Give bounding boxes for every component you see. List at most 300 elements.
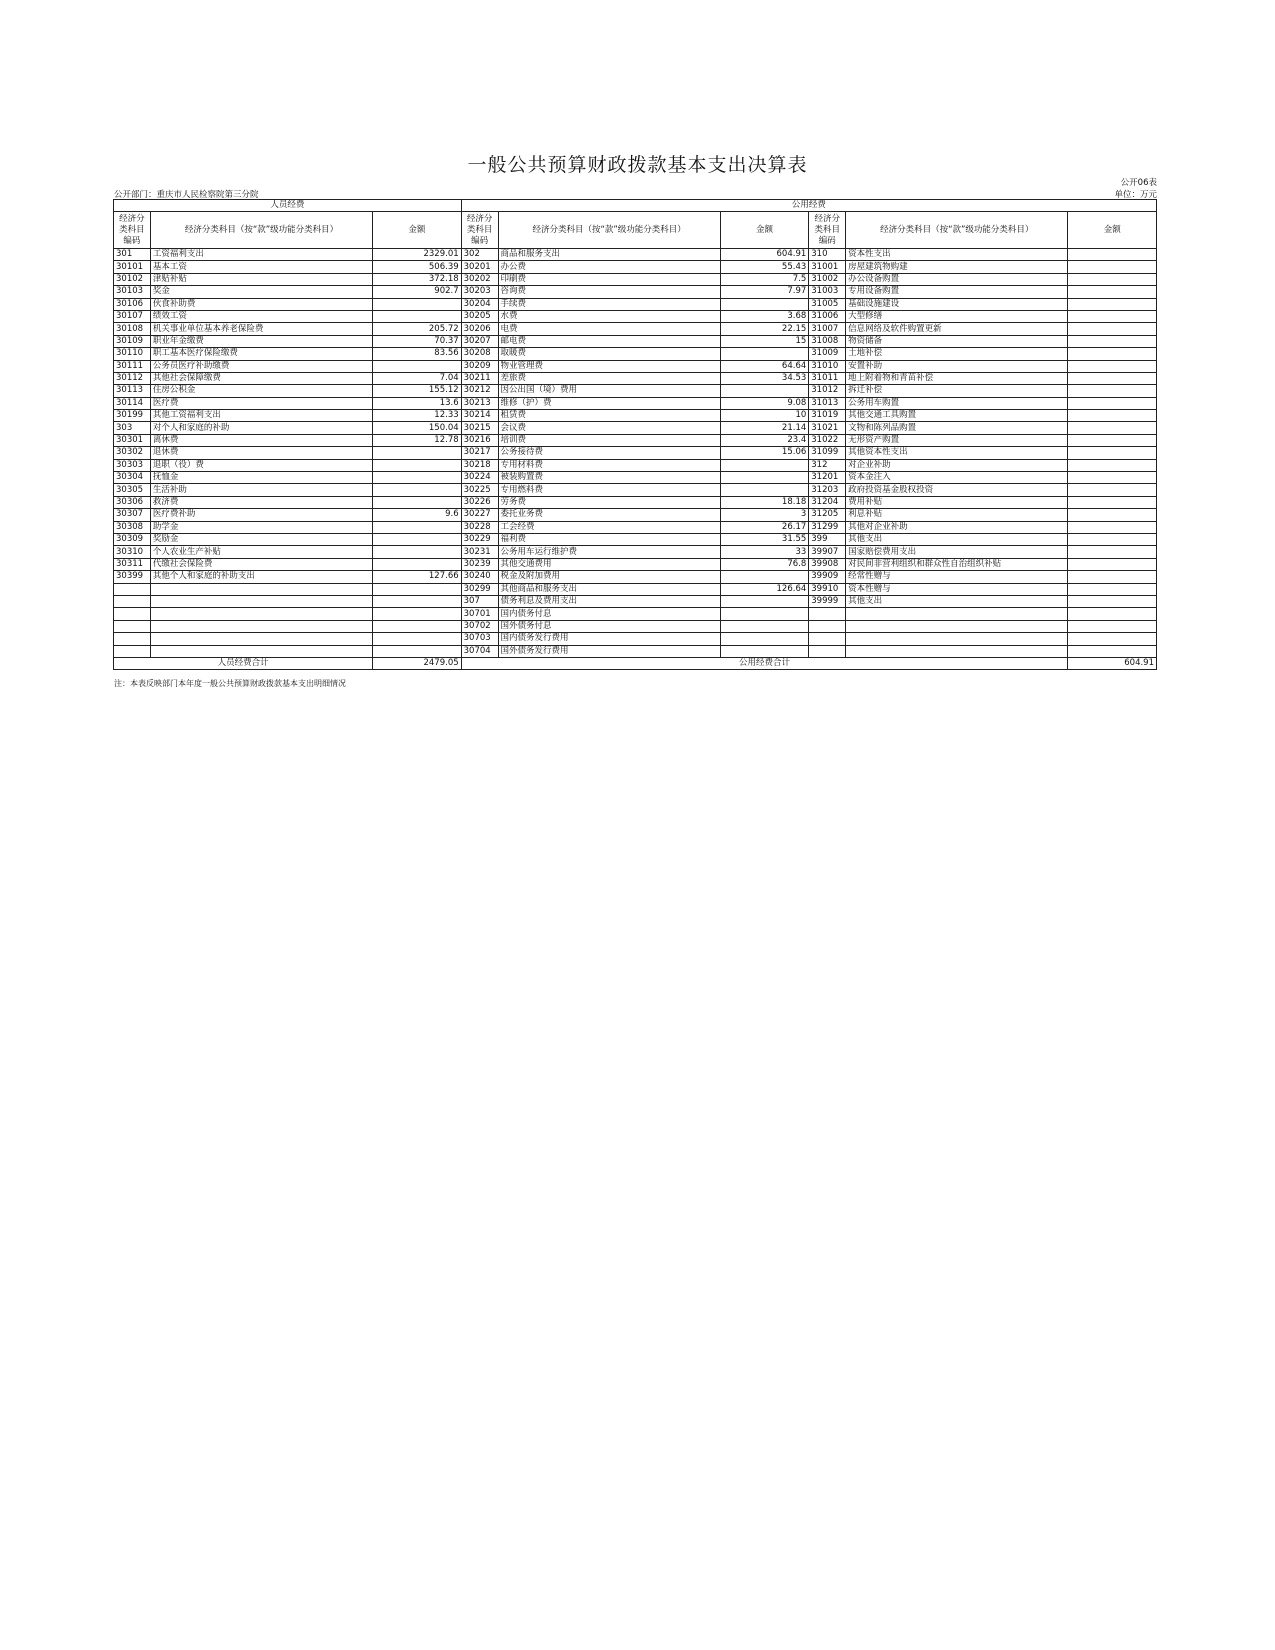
code-cell: 31010 [809,360,846,372]
name-cell: 其他商品和服务支出 [498,583,720,595]
amount-cell: 126.64 [720,583,808,595]
amount-cell [1068,249,1157,261]
name-cell: 房屋建筑物购建 [846,261,1068,273]
code-cell: 39910 [809,583,846,595]
amount-cell: 902.7 [373,286,462,298]
unit-label: 单位：万元 [1114,190,1157,200]
code-cell: 30207 [461,335,498,347]
code-cell: 30225 [461,484,498,496]
name-cell: 地上附着物和青苗补偿 [846,372,1068,384]
amount-cell [1068,620,1157,632]
amount-cell [720,620,808,632]
amount-cell [373,608,462,620]
code-cell: 31203 [809,484,846,496]
table-row [114,397,1157,409]
name-cell [846,608,1068,620]
name-cell: 被装购置费 [498,472,720,484]
table-row [114,521,1157,533]
code-cell: 30304 [114,472,151,484]
name-cell: 其他对企业补助 [846,521,1068,533]
table-row [114,310,1157,322]
personnel-total-label: 人员经费合计 [114,657,373,669]
header-code: 经济分类科目编码 [809,212,846,249]
code-cell: 31006 [809,310,846,322]
code-cell [114,583,151,595]
amount-cell [1068,273,1157,285]
name-cell: 专用材料费 [498,459,720,471]
table-row [114,546,1157,558]
code-cell: 31009 [809,348,846,360]
amount-cell [373,533,462,545]
amount-cell: 13.6 [373,397,462,409]
name-cell: 对个人和家庭的补助 [150,422,372,434]
code-cell: 30231 [461,546,498,558]
code-cell: 31007 [809,323,846,335]
code-cell: 31003 [809,286,846,298]
code-cell: 302 [461,249,498,261]
amount-cell [1068,397,1157,409]
table-row [114,608,1157,620]
name-cell [150,645,372,657]
amount-cell [1068,298,1157,310]
table-row [114,261,1157,273]
code-cell: 30206 [461,323,498,335]
name-cell: 其他交通费用 [498,558,720,570]
name-cell: 取暖费 [498,348,720,360]
name-cell: 国外债务付息 [498,620,720,632]
code-cell [114,645,151,657]
name-cell: 差旅费 [498,372,720,384]
amount-cell [373,360,462,372]
amount-cell: 12.33 [373,410,462,422]
name-cell: 公务接待费 [498,447,720,459]
name-cell: 基础设施建设 [846,298,1068,310]
name-cell: 大型修缮 [846,310,1068,322]
name-cell: 债务利息及费用支出 [498,595,720,607]
amount-cell: 64.64 [720,360,808,372]
table-row [114,323,1157,335]
table-row [114,571,1157,583]
code-cell: 30110 [114,348,151,360]
name-cell: 拆迁补偿 [846,385,1068,397]
group-personnel: 人员经费 [114,200,462,212]
code-cell: 30211 [461,372,498,384]
code-cell: 30199 [114,410,151,422]
amount-cell [373,310,462,322]
amount-cell: 372.18 [373,273,462,285]
code-cell: 30112 [114,372,151,384]
name-cell: 费用补贴 [846,496,1068,508]
amount-cell [720,385,808,397]
name-cell: 抚恤金 [150,472,372,484]
amount-cell [720,472,808,484]
page-title: 一般公共预算财政拨款基本支出决算表 [467,154,808,176]
amount-cell [373,459,462,471]
code-cell: 31201 [809,472,846,484]
amount-cell [373,472,462,484]
code-cell [114,620,151,632]
name-cell: 维修（护）费 [498,397,720,409]
amount-cell [720,595,808,607]
name-cell: 国家赔偿费用支出 [846,546,1068,558]
name-cell: 文物和陈列品购置 [846,422,1068,434]
code-cell: 303 [114,422,151,434]
name-cell: 对民间非营利组织和群众性自治组织补贴 [846,558,1068,570]
header-code: 经济分类科目编码 [114,212,151,249]
name-cell: 离休费 [150,434,372,446]
name-cell: 其他工资福利支出 [150,410,372,422]
table-row [114,385,1157,397]
code-cell [114,633,151,645]
amount-cell: 12.78 [373,434,462,446]
code-cell: 31002 [809,273,846,285]
code-cell: 30203 [461,286,498,298]
header-amount: 金额 [720,212,808,249]
footnote: 注：本表反映部门本年度一般公共预算财政拨款基本支出明细情况 [114,679,346,688]
amount-cell [1068,633,1157,645]
amount-cell: 22.15 [720,323,808,335]
code-cell: 30227 [461,509,498,521]
amount-cell [373,645,462,657]
name-cell: 委托业务费 [498,509,720,521]
amount-cell [720,298,808,310]
amount-cell [373,298,462,310]
table-row [114,286,1157,298]
code-cell: 30217 [461,447,498,459]
code-cell: 31019 [809,410,846,422]
name-cell: 津贴补贴 [150,273,372,285]
name-cell: 印刷费 [498,273,720,285]
group-public: 公用经费 [461,200,1156,212]
amount-cell [373,633,462,645]
name-cell: 其他支出 [846,595,1068,607]
code-cell: 30204 [461,298,498,310]
amount-cell: 9.08 [720,397,808,409]
table-row [114,273,1157,285]
name-cell: 退职（役）费 [150,459,372,471]
table-row [114,645,1157,657]
code-cell: 31012 [809,385,846,397]
name-cell: 住房公积金 [150,385,372,397]
amount-cell [373,447,462,459]
amount-cell [1068,484,1157,496]
name-cell: 水费 [498,310,720,322]
name-cell: 因公出国（境）费用 [498,385,720,397]
header-code: 经济分类科目编码 [461,212,498,249]
code-cell: 30311 [114,558,151,570]
name-cell [150,583,372,595]
name-cell: 电费 [498,323,720,335]
table-row [114,298,1157,310]
name-cell: 退休费 [150,447,372,459]
amount-cell: 33 [720,546,808,558]
name-cell [150,595,372,607]
code-cell: 30107 [114,310,151,322]
amount-cell: 15.06 [720,447,808,459]
header-name: 经济分类科目（按“款”级功能分类科目） [498,212,720,249]
code-cell: 31299 [809,521,846,533]
code-cell: 310 [809,249,846,261]
name-cell: 公务用车运行维护费 [498,546,720,558]
table-row [114,484,1157,496]
name-cell: 公务员医疗补助缴费 [150,360,372,372]
name-cell: 机关事业单位基本养老保险费 [150,323,372,335]
amount-cell [1068,571,1157,583]
code-cell: 30701 [461,608,498,620]
code-cell: 30308 [114,521,151,533]
code-cell: 30702 [461,620,498,632]
code-cell: 30216 [461,434,498,446]
code-cell: 30239 [461,558,498,570]
code-cell: 30301 [114,434,151,446]
amount-cell [720,608,808,620]
table-row [114,595,1157,607]
table-row [114,249,1157,261]
name-cell: 资本性支出 [846,249,1068,261]
name-cell: 咨询费 [498,286,720,298]
code-cell: 31022 [809,434,846,446]
code-cell: 30228 [461,521,498,533]
amount-cell: 3 [720,509,808,521]
amount-cell [1068,546,1157,558]
table-row [114,633,1157,645]
code-cell: 30399 [114,571,151,583]
amount-cell [1068,348,1157,360]
code-cell: 39907 [809,546,846,558]
amount-cell: 15 [720,335,808,347]
amount-cell [1068,558,1157,570]
name-cell: 其他资本性支出 [846,447,1068,459]
name-cell: 经常性赠与 [846,571,1068,583]
code-cell: 31013 [809,397,846,409]
code-cell: 30299 [461,583,498,595]
personnel-total-value: 2479.05 [373,657,462,669]
amount-cell [1068,335,1157,347]
code-cell [809,620,846,632]
table-row [114,360,1157,372]
amount-cell [1068,608,1157,620]
code-cell: 30218 [461,459,498,471]
name-cell: 公务用车购置 [846,397,1068,409]
table-row [114,533,1157,545]
table-row [114,583,1157,595]
amount-cell [373,484,462,496]
header-amount: 金额 [373,212,462,249]
amount-cell: 34.53 [720,372,808,384]
name-cell: 政府投资基金股权投资 [846,484,1068,496]
amount-cell: 10 [720,410,808,422]
amount-cell [1068,310,1157,322]
name-cell: 邮电费 [498,335,720,347]
code-cell: 30703 [461,633,498,645]
table-body [114,249,1157,658]
code-cell: 30310 [114,546,151,558]
code-cell: 30205 [461,310,498,322]
amount-cell: 506.39 [373,261,462,273]
amount-cell [1068,447,1157,459]
amount-cell: 604.91 [720,249,808,261]
code-cell: 30229 [461,533,498,545]
name-cell: 医疗费 [150,397,372,409]
amount-cell [720,633,808,645]
name-cell: 其他社会保障缴费 [150,372,372,384]
name-cell: 职业年金缴费 [150,335,372,347]
code-cell [114,595,151,607]
name-cell: 绩效工资 [150,310,372,322]
amount-cell: 7.5 [720,273,808,285]
amount-cell [1068,645,1157,657]
amount-cell: 7.04 [373,372,462,384]
amount-cell [1068,422,1157,434]
amount-cell [1068,323,1157,335]
table-row [114,434,1157,446]
name-cell: 奖励金 [150,533,372,545]
amount-cell [720,459,808,471]
code-cell: 31001 [809,261,846,273]
code-cell: 30201 [461,261,498,273]
amount-cell [373,558,462,570]
name-cell: 伙食补助费 [150,298,372,310]
code-cell: 30306 [114,496,151,508]
name-cell: 福利费 [498,533,720,545]
name-cell: 专用设备购置 [846,286,1068,298]
name-cell: 租赁费 [498,410,720,422]
code-cell: 30101 [114,261,151,273]
amount-cell [1068,434,1157,446]
code-cell: 31005 [809,298,846,310]
name-cell: 职工基本医疗保险缴费 [150,348,372,360]
name-cell: 基本工资 [150,261,372,273]
name-cell: 无形资产购置 [846,434,1068,446]
amount-cell [373,496,462,508]
name-cell: 会议费 [498,422,720,434]
name-cell: 资本金注入 [846,472,1068,484]
code-cell: 30102 [114,273,151,285]
name-cell: 生活补助 [150,484,372,496]
amount-cell [1068,261,1157,273]
amount-cell [1068,595,1157,607]
amount-cell: 155.12 [373,385,462,397]
amount-cell: 31.55 [720,533,808,545]
table-row [114,335,1157,347]
name-cell: 对企业补助 [846,459,1068,471]
code-cell: 30109 [114,335,151,347]
amount-cell [720,571,808,583]
amount-cell [373,521,462,533]
name-cell [846,633,1068,645]
code-cell: 312 [809,459,846,471]
amount-cell [720,645,808,657]
table-row [114,348,1157,360]
code-cell: 301 [114,249,151,261]
code-cell: 30208 [461,348,498,360]
amount-cell: 2329.01 [373,249,462,261]
code-cell: 30226 [461,496,498,508]
name-cell: 国外债务发行费用 [498,645,720,657]
table-row [114,372,1157,384]
name-cell: 安置补助 [846,360,1068,372]
code-cell: 30303 [114,459,151,471]
code-cell: 307 [461,595,498,607]
code-cell: 30214 [461,410,498,422]
header-name: 经济分类科目（按“款”级功能分类科目） [846,212,1068,249]
code-cell: 31205 [809,509,846,521]
code-cell: 30113 [114,385,151,397]
public-total-value: 604.91 [1068,657,1157,669]
code-cell: 30309 [114,533,151,545]
public-total-label: 公用经费合计 [461,657,1068,669]
amount-cell: 18.18 [720,496,808,508]
code-cell: 30212 [461,385,498,397]
amount-cell: 83.56 [373,348,462,360]
amount-cell: 3.68 [720,310,808,322]
code-cell [809,645,846,657]
table-row [114,620,1157,632]
amount-cell: 23.4 [720,434,808,446]
name-cell: 其他个人和家庭的补助支出 [150,571,372,583]
amount-cell: 7.97 [720,286,808,298]
name-cell: 国内债务付息 [498,608,720,620]
code-cell: 30302 [114,447,151,459]
code-cell: 30108 [114,323,151,335]
code-cell: 30240 [461,571,498,583]
header-name: 经济分类科目（按“款”级功能分类科目） [150,212,372,249]
amount-cell [1068,372,1157,384]
name-cell: 工会经费 [498,521,720,533]
amount-cell: 205.72 [373,323,462,335]
code-cell: 39909 [809,571,846,583]
amount-cell [1068,410,1157,422]
amount-cell [373,583,462,595]
code-cell: 31204 [809,496,846,508]
amount-cell [373,595,462,607]
name-cell [846,645,1068,657]
amount-cell [1068,459,1157,471]
amount-cell [373,546,462,558]
amount-cell: 76.8 [720,558,808,570]
code-cell: 399 [809,533,846,545]
table-row [114,472,1157,484]
amount-cell [1068,385,1157,397]
code-cell: 30213 [461,397,498,409]
amount-cell [1068,496,1157,508]
name-cell: 信息网络及软件购置更新 [846,323,1068,335]
amount-cell [1068,286,1157,298]
name-cell: 国内债务发行费用 [498,633,720,645]
name-cell: 资本性赠与 [846,583,1068,595]
name-cell: 救济费 [150,496,372,508]
amount-cell: 70.37 [373,335,462,347]
amount-cell [720,348,808,360]
department-label: 公开部门：重庆市人民检察院第三分院 [114,190,259,200]
code-cell: 31011 [809,372,846,384]
name-cell: 医疗费补助 [150,509,372,521]
code-cell: 30202 [461,273,498,285]
name-cell: 土地补偿 [846,348,1068,360]
name-cell: 商品和服务支出 [498,249,720,261]
table-row [114,496,1157,508]
code-cell: 39999 [809,595,846,607]
amount-cell [720,484,808,496]
code-cell: 30114 [114,397,151,409]
code-cell: 39908 [809,558,846,570]
name-cell: 助学金 [150,521,372,533]
amount-cell: 127.66 [373,571,462,583]
code-cell: 30307 [114,509,151,521]
code-cell: 30103 [114,286,151,298]
amount-cell [1068,509,1157,521]
amount-cell [1068,521,1157,533]
